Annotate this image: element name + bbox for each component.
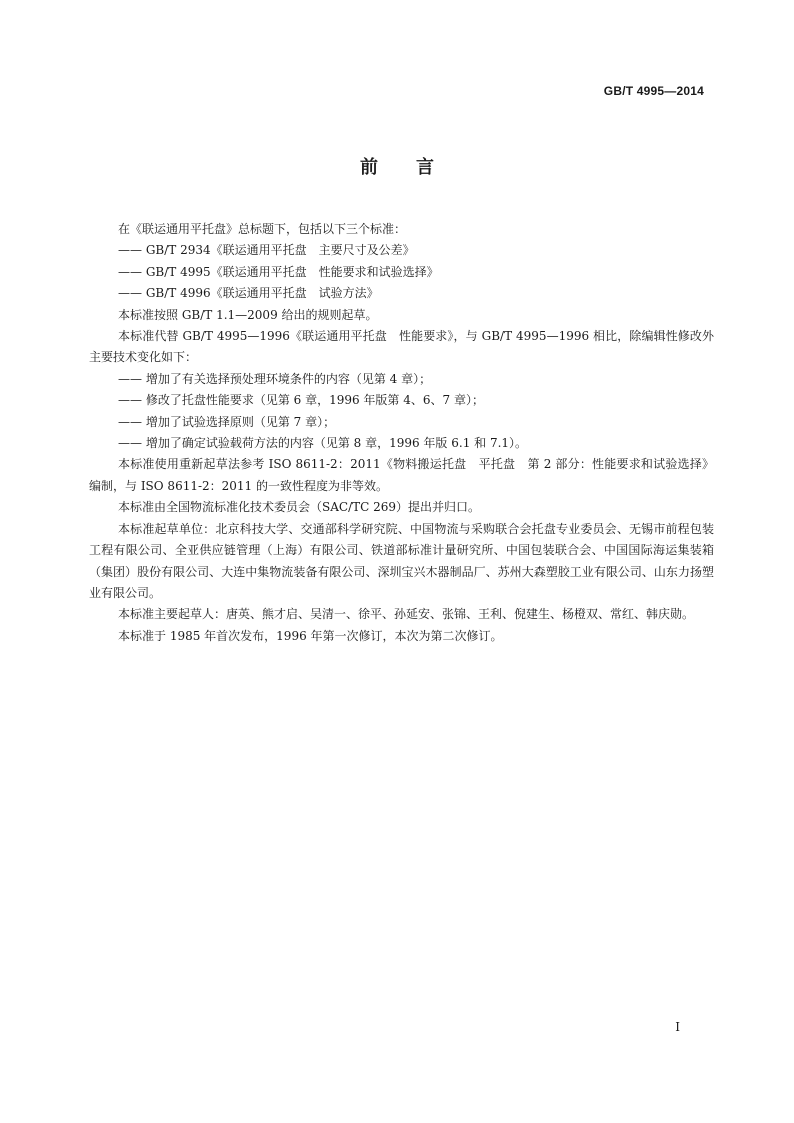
list-item-change-2: —— 修改了托盘性能要求（见第 6 章，1996 年版第 4、6、7 章）；: [118, 393, 484, 408]
list-item-change-3: —— 增加了试验选择原则（见第 7 章）；: [118, 414, 336, 429]
list-item-standard-2934: —— GB/T 2934《联运通用平托盘 主要尺寸及公差》: [118, 243, 415, 258]
paragraph-drafting-units: 本标准起草单位：北京科技大学、交通部科学研究院、中国物流与采购联合会托盘专业委员会、无锡市前程包装工程有限公司、全亚供应链管理（上海）有限公司、铁道部标准计量研究所、中国包装联合会、中国国际海运集装箱（集团）股份有限公司、大连中集物流装备有限公司、深圳宝兴木器制品厂、苏州大森塑胶工业有限公司、山东力扬塑业有限公司。: [89, 521, 714, 600]
page-number: I: [675, 1020, 680, 1034]
list-item-change-4: —— 增加了确定试验载荷方法的内容（见第 8 章，1996 年版 6.1 和 7.1）。: [118, 436, 528, 451]
standard-code: GB/T 4995—2014: [603, 84, 704, 98]
paragraph-replaces: 本标准代替 GB/T 4995—1996《联运通用平托盘 性能要求》，与 GB/T 4995—1996 相比，除编辑性修改外主要技术变化如下：: [89, 329, 714, 365]
paragraph-proposed-by: 本标准由全国物流标准化技术委员会（SAC/TC 269）提出并归口。: [118, 500, 481, 515]
list-item-standard-4995: —— GB/T 4995《联运通用平托盘 性能要求和试验选择》: [118, 264, 439, 279]
list-item-change-1: —— 增加了有关选择预处理环境条件的内容（见第 4 章）；: [118, 371, 432, 386]
list-item-standard-4996: —— GB/T 4996《联运通用平托盘 试验方法》: [118, 286, 379, 301]
foreword-body: [89, 219, 714, 647]
paragraph-drafters: 本标准主要起草人：唐英、熊才启、吴清一、徐平、孙延安、张锦、王利、倪建生、杨橙双、常红、韩庆勋。: [118, 607, 695, 622]
paragraph-history: 本标准于 1985 年首次发布，1996 年第一次修订，本次为第二次修订。: [118, 628, 503, 643]
paragraph-drafting-rules: 本标准按照 GB/T 1.1—2009 给出的规则起草。: [118, 307, 378, 322]
paragraph-intro: 在《联运通用平托盘》总标题下，包括以下三个标准：: [118, 222, 407, 236]
page-title: 前言: [360, 157, 472, 178]
paragraph-iso-reference: 本标准使用重新起草法参考 ISO 8611-2：2011《物料搬运托盘 平托盘 第 2 部分：性能要求和试验选择》编制，与 ISO 8611-2：2011 的一致性程度为非等效。: [89, 457, 714, 493]
